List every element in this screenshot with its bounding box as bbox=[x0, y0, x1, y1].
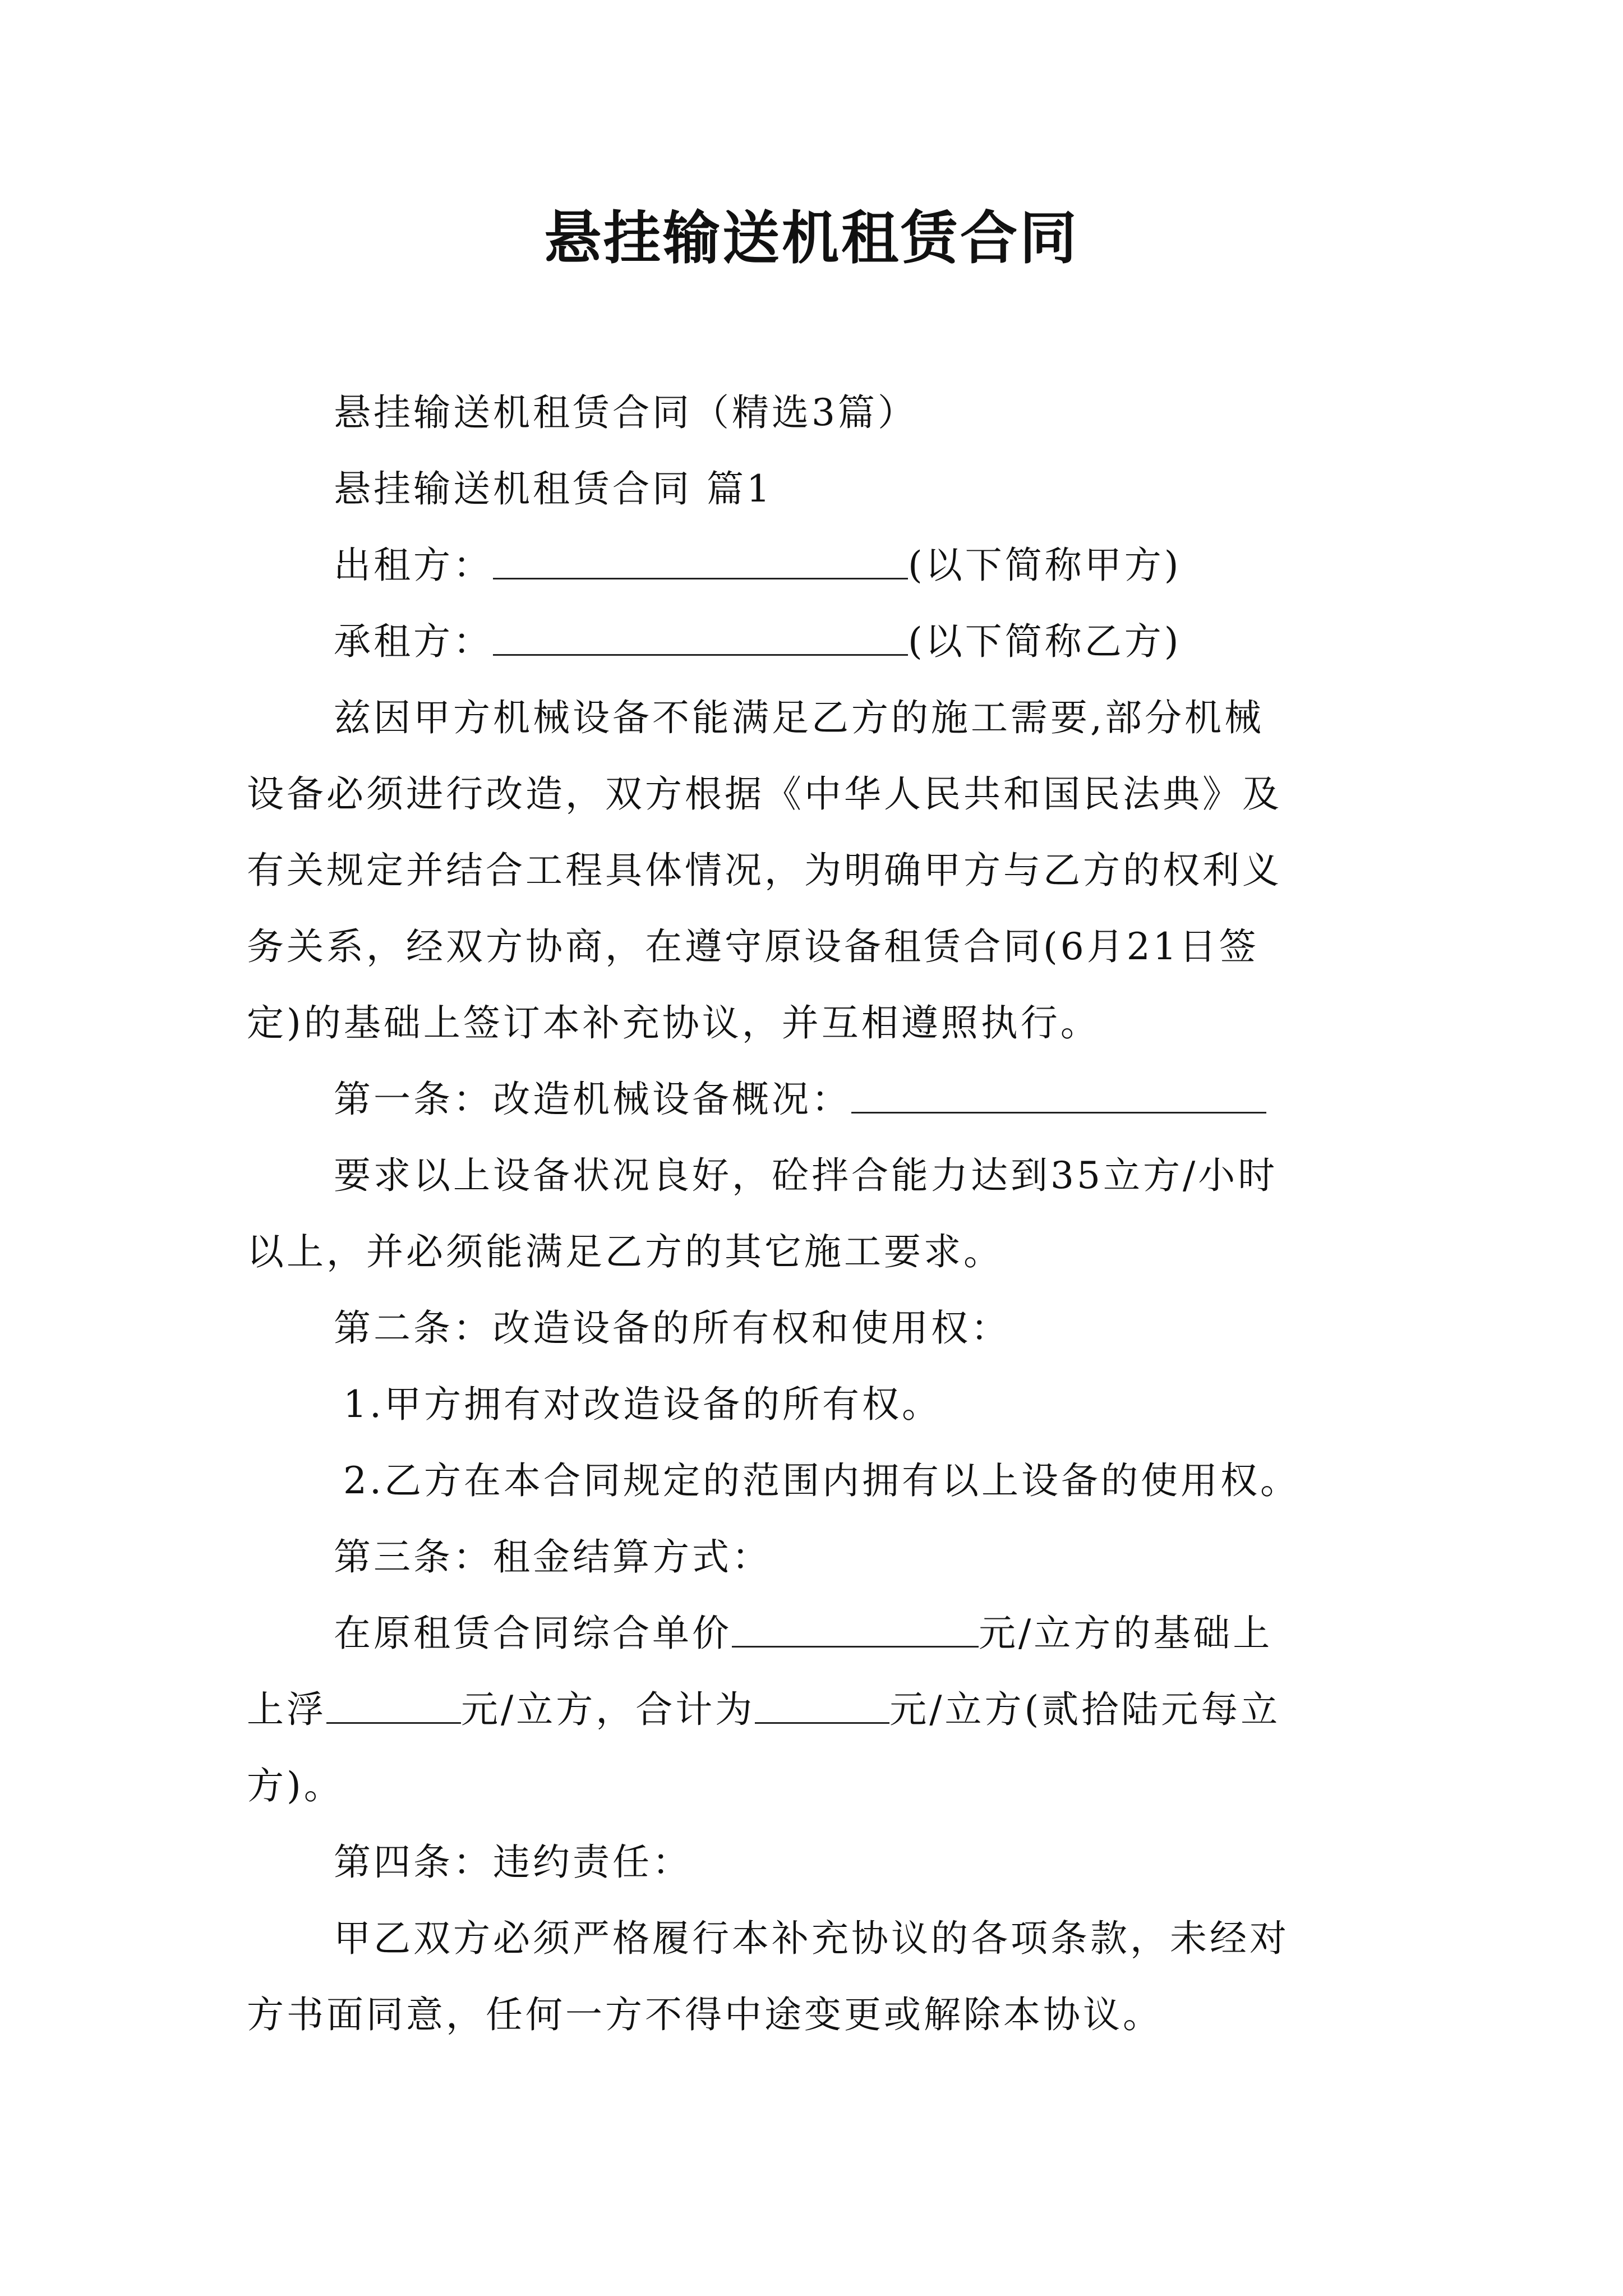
article3-line: 方)。 bbox=[247, 1764, 344, 1807]
lessor-blank bbox=[493, 545, 908, 579]
lessor-label: 出租方： bbox=[334, 544, 493, 587]
document-title: 悬挂输送机租赁合同 bbox=[544, 205, 1079, 272]
section-heading: 悬挂输送机租赁合同 篇1 bbox=[334, 467, 773, 510]
lessor-suffix: (以下简称甲方) bbox=[908, 544, 1182, 587]
preamble-line: 定)的基础上签订本补充协议，并互相遵照执行。 bbox=[247, 1001, 1100, 1045]
article4-line: 甲乙双方必须严格履行本补充协议的各项条款，未经对 bbox=[334, 1917, 1289, 1960]
lessee-label: 承租方： bbox=[334, 620, 493, 663]
article1-line: 要求以上设备状况良好，砼拌合能力达到35立方/小时 bbox=[334, 1154, 1278, 1197]
total-blank bbox=[755, 1689, 889, 1724]
unit-price-blank bbox=[732, 1613, 979, 1648]
article3-text: 在原租赁合同综合单价 bbox=[334, 1612, 732, 1655]
article1-line: 以上，并必须能满足乙方的其它施工要求。 bbox=[247, 1230, 1003, 1273]
increase-blank bbox=[326, 1689, 461, 1724]
article4-heading: 第四条：违约责任： bbox=[334, 1841, 692, 1884]
preamble-line: 设备必须进行改造，双方根据《中华人民共和国民法典》及 bbox=[247, 772, 1282, 816]
article3-heading: 第三条：租金结算方式： bbox=[334, 1535, 772, 1579]
article3-line bbox=[247, 1595, 1391, 1672]
article4-line: 方书面同意，任何一方不得中途变更或解除本协议。 bbox=[247, 1993, 1163, 2036]
lessee-blank bbox=[493, 621, 908, 656]
preamble-line: 有关规定并结合工程具体情况，为明确甲方与乙方的权利义 bbox=[247, 849, 1282, 892]
lessee-suffix: (以下简称乙方) bbox=[908, 620, 1182, 663]
article3-line bbox=[247, 1672, 1391, 1748]
preamble-line: 务关系，经双方协商，在遵守原设备租赁合同(6月21日签 bbox=[247, 925, 1259, 968]
preamble-line: 兹因甲方机械设备不能满足乙方的施工需要,部分机械 bbox=[334, 696, 1264, 739]
article1-heading: 第一条：改造机械设备概况： bbox=[334, 1078, 851, 1121]
subtitle: 悬挂输送机租赁合同（精选3篇） bbox=[334, 391, 917, 434]
article2-item: 2.乙方在本合同规定的范围内拥有以上设备的使用权。 bbox=[343, 1459, 1300, 1502]
lessor-line bbox=[247, 527, 1391, 604]
article2-item: 1.甲方拥有对改造设备的所有权。 bbox=[343, 1383, 942, 1426]
article1-blank bbox=[851, 1079, 1266, 1114]
article2-heading: 第二条：改造设备的所有权和使用权： bbox=[334, 1306, 1011, 1350]
article3-text: 上浮 bbox=[247, 1688, 326, 1731]
article3-text: 元/立方，合计为 bbox=[461, 1688, 755, 1731]
document-body bbox=[247, 375, 1391, 2053]
article3-text: 元/立方(贰拾陆元每立 bbox=[889, 1688, 1281, 1731]
lessee-line bbox=[247, 604, 1391, 680]
article3-text: 元/立方的基础上 bbox=[979, 1612, 1273, 1655]
article1-heading-line bbox=[247, 1061, 1391, 1138]
